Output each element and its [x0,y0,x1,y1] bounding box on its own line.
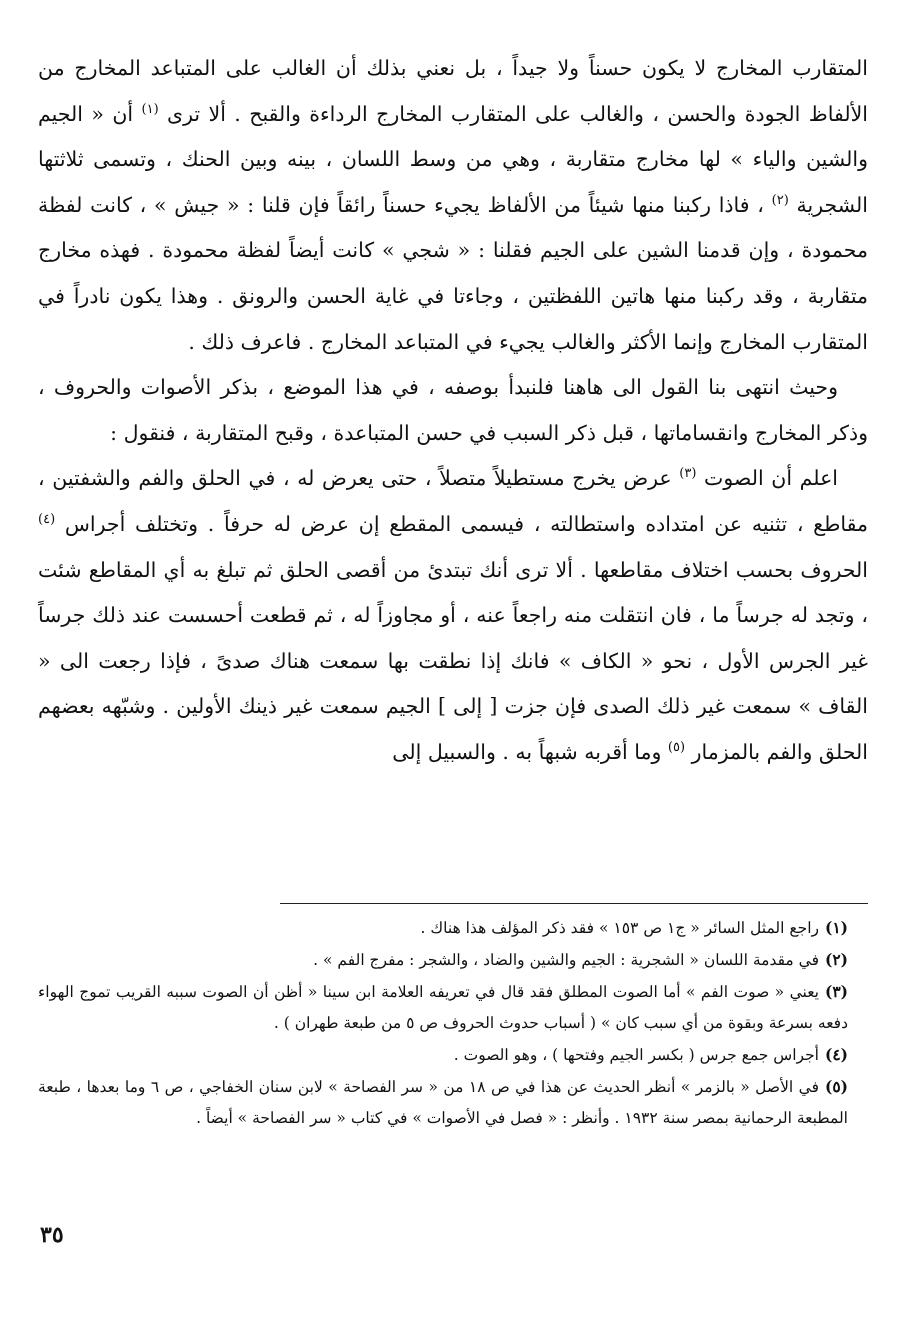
paragraph-3-part-b: عرض يخرج مستطيلاً متصلاً ، حتى يعرض له ، في الحلق والفم والشفتين ، مقاطع ، تثنيه عن امتداده واستطالته ، فيسمى المقطع إن عرض له حرفاً . وتختلف أجراس [38,466,868,536]
footnote-ref-4: (٤) [38,512,56,528]
paragraph-3-part-c: الحروف بحسب اختلاف مقاطعها . ألا ترى أنك تبتدئ من أقصى الحلق ثم تبلغ به أي المقاطع شئت ، وتجد له جرساً ما ، فان انتقلت منه راجعاً عنه ، أو مجاوزاً له ، ثم قطعت أحسست عند ذلك جرساً غير الجرس الأول ، نحو « الكاف » فانك إذا نطقت بها سمعت هناك صدىً ، فإذا رجعت الى « القاف » سمعت غير ذلك الصدى فإن جزت [ إلى ] الجيم سمعت غير ذينك الأولين . وشبّهه بعضهم الحلق والفم بالمزمار [38,557,868,764]
paragraph-1 [38,46,868,365]
footnote-number: (٣) [824,982,848,1001]
paragraph-2 [38,365,868,456]
footnote-5 [38,1071,868,1134]
footnote-ref-3: (٣) [679,466,697,482]
footnote-text: في مقدمة اللسان « الشجرية : الجيم والشين والضاد ، والشجر : مفرج الفم » . [313,951,819,969]
paragraph-1-part-b: أن « الجيم والشين والياء » لها مخارج متقاربة ، وهي من وسط اللسان ، بينه وبين الحنك ، وتسمى ثلاثتها الشجرية [38,101,868,217]
footnote-text: يعني « صوت الفم » أما الصوت المطلق فقد قال في تعريفه العلامة ابن سينا « أظن أن الصوت سببه القريب تموج الهواء دفعه بسرعة وبقوة من أي سبب كان » ( أسباب حدوث الحروف ص ٥ من طبعة طهران ) . [38,983,848,1032]
paragraph-3-part-d: وما أقربه شبهاً به . والسبيل إلى [392,739,662,764]
footnote-text: في الأصل « بالزمر » أنظر الحديث عن هذا في ص ١٨ من « سر الفصاحة » لابن سنان الخفاجي ، ص ٦ وما بعدها ، طبعة المطبعة الرحمانية بمصر سنة ١٩٣٢ . وأنظر : « فصل في الأصوات » في كتاب « سر الفصاحة » أيضاً . [38,1078,848,1127]
footnote-number: (٤) [824,1045,848,1064]
page-number: ٣٥ [40,1222,64,1248]
paragraph-3-part-a: اعلم أن الصوت [704,466,838,491]
main-text [38,46,868,776]
footnote-divider [280,903,868,904]
paragraph-1-part-a: المتقارب المخارج لا يكون حسناً ولا جيداً ، بل نعني بذلك أن الغالب على المتباعد المخارج من الألفاظ الجودة والحسن ، والغالب على المتقارب المخارج الرداءة والقبح . ألا ترى [38,56,868,126]
footnote-number: (٥) [824,1077,848,1096]
footnote-text: راجع المثل السائر « ج١ ص ١٥٣ » فقد ذكر المؤلف هذا هناك . [420,919,819,937]
footnote-number: (١) [824,918,848,937]
paragraph-2-text: وحيث انتهى بنا القول الى هاهنا فلنبدأ بوصفه ، في هذا الموضع ، بذكر الأصوات والحروف ، وذكر المخارج وانقساماتها ، قبل ذكر السبب في حسن المتباعدة ، وقبح المتقاربة ، فنقول : [38,375,868,445]
footnote-1 [38,912,868,944]
footnote-text: أجراس جمع جرس ( بكسر الجيم وفتحها ) ، وهو الصوت . [453,1046,819,1064]
paragraph-1-part-c: ، فاذا ركبنا منها شيئاً من الألفاظ يجيء حسناً رائقاً فإن قلنا : « جيش » ، كانت لفظة محمودة ، وإن قدمنا الشين على الجيم فقلنا : « شجي » كانت أيضاً لفظة محمودة . فهذه مخارج متقاربة ، وقد ركبنا منها هاتين اللفظتين ، وجاءتا في غاية الحسن والرونق . وهذا يكون نادراً في المتقارب المخارج وإنما الأكثر والغالب يجيء في المتباعد المخارج . فاعرف ذلك . [38,192,868,354]
footnotes [38,912,868,1134]
footnote-ref-5: (٥) [667,740,686,756]
paragraph-3 [38,456,868,775]
footnote-ref-2: (٢) [771,192,789,208]
footnote-3 [38,976,868,1039]
footnote-4 [38,1039,868,1071]
footnote-ref-1: (١) [141,101,159,117]
footnote-number: (٢) [824,950,848,969]
footnote-2 [38,944,868,976]
